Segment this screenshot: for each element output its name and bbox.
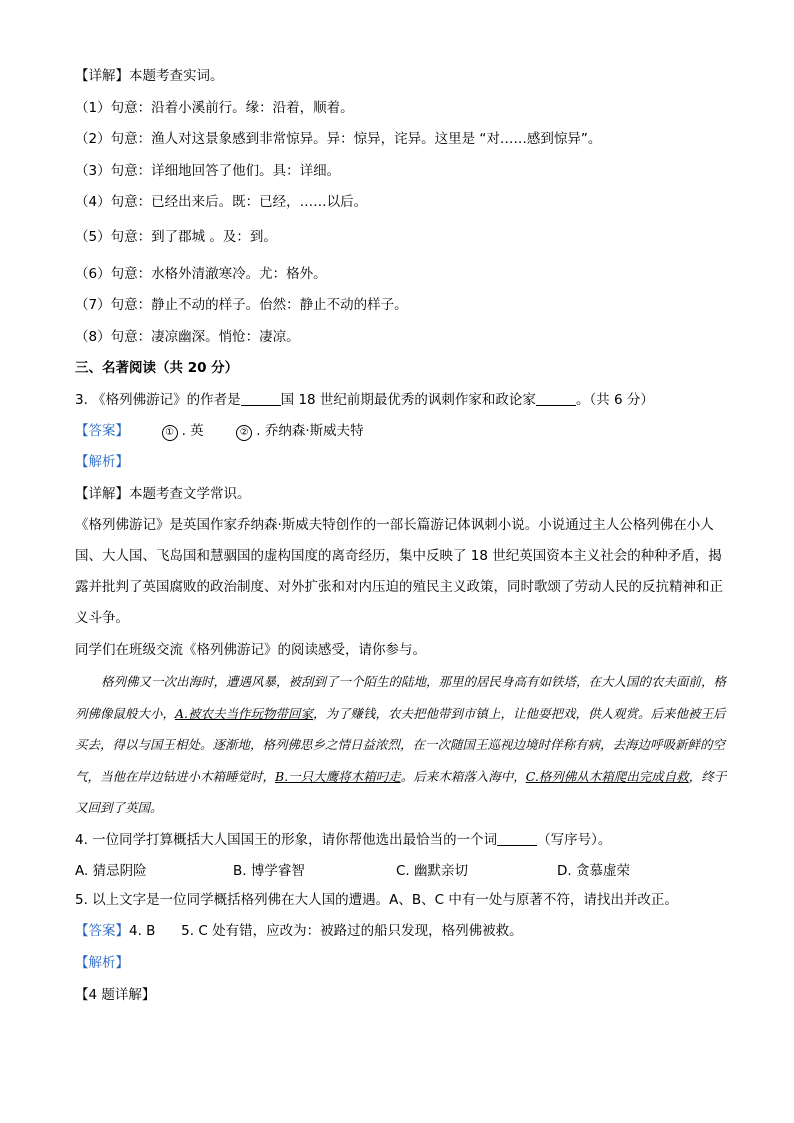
explanation-item-1: （1）句意：沿着小溪前行。缘：沿着，顺着。 <box>75 100 354 116</box>
answer-1 <box>75 421 364 441</box>
story-part-1: 格列佛又一次出海时，遭遇风暴，被刮到了一个陌生的陆地，那里的居民身高有如铁塔，在大人国的农夫面前，格列佛像鼠般大小， <box>75 674 727 721</box>
explanation-item-7: （7）句意：静止不动的样子。佁然：静止不动的样子。 <box>75 297 408 313</box>
section-title: 三、名著阅读（共 20 分） <box>75 360 239 376</box>
question-3-prefix: 3. 《格列佛游记》的作者是 <box>75 392 241 408</box>
question-3-suffix: 。（共 6 分） <box>575 392 654 408</box>
answer-blank <box>536 391 576 406</box>
question-4-text: 4. 一位同学打算概括大人国国王的形象，请你帮他选出最恰当的一个词 <box>75 832 498 848</box>
circle-number-2: ② <box>236 425 252 441</box>
answer-tag: 【答案】 <box>75 923 129 939</box>
detail-heading-1: 【详解】本题考查实词。 <box>75 68 224 84</box>
story-underline-b: B.一只大鹰将木箱叼走 <box>275 768 401 784</box>
detail-heading-2: 【详解】本题考查文学常识。 <box>75 486 251 502</box>
answer-1-value-2: . 乔纳森·斯威夫特 <box>256 423 364 439</box>
answer-blank <box>241 391 281 406</box>
explanation-item-8: （8）句意：凄凉幽深。悄怆：凄凉。 <box>75 329 300 345</box>
detail-heading-4: 【4 题详解】 <box>75 987 156 1003</box>
story-part-4: ，终于又回到了英国。 <box>75 768 727 815</box>
explanation-item-6: （6）句意：水格外清澈寒冷。尤：格外。 <box>75 266 327 282</box>
explanation-item-5: （5）句意：到了郡城 。及：到。 <box>75 229 277 245</box>
answer-blank <box>497 831 537 846</box>
circle-number-1: ① <box>162 425 178 441</box>
answer-tag: 【答案】 <box>75 423 129 439</box>
analysis-tag-2: 【解析】 <box>75 955 129 971</box>
story-part-2: ，为了赚钱，农夫把他带到市镇上，让他耍把戏，供人观赏。后来他被王后买去，得以与国王相处。逐渐地，格列佛思乡之情日益浓烈，在一次随国王巡视边境时佯称有病，去海边呼吸新鲜的空气，当他在岸边钻进小木箱睡觉时， <box>75 705 726 784</box>
explanation-item-2: （2）句意：渔人对这景象感到非常惊异。异：惊异，诧异。这里是 “对……感到惊异”。 <box>75 131 602 147</box>
answer-2 <box>75 921 523 941</box>
answer-2-text: 4. B 5. C 处有错，应改为：被路过的船只发现，格列佛被救。 <box>129 923 523 939</box>
story-underline-a: A.被农夫当作玩物带回家 <box>175 705 314 721</box>
question-4 <box>75 830 611 850</box>
option-b: B. 博学睿智 <box>233 863 305 879</box>
story-excerpt <box>75 666 735 824</box>
story-part-3: 。后来木箱落入海中， <box>400 768 526 784</box>
explanation-item-4: （4）句意：已经出来后。既：已经，……以后。 <box>75 194 368 210</box>
question-3-mid: 国 18 世纪前期最优秀的讽刺作家和政论家 <box>280 392 536 408</box>
literature-paragraph: 《格列佛游记》是英国作家乔纳森·斯威夫特创作的一部长篇游记体讽刺小说。小说通过主人公格列佛在小人国、大人国、飞岛国和慧骃国的虚构国度的离奇经历，集中反映了 18 世纪英国资本主义社会的种种矛盾，揭露并批判了英国腐败的政治制度、对外扩张和对内压迫的殖民主义政策，同时歌颂了劳动人民的反抗精神和正义斗争。 <box>75 517 723 626</box>
question-3 <box>75 390 654 410</box>
option-c: C. 幽默亲切 <box>396 863 469 879</box>
question-4-suffix: （写序号）。 <box>537 832 612 848</box>
intro-line: 同学们在班级交流《格列佛游记》的阅读感受，请你参与。 <box>75 642 426 658</box>
explanation-item-3: （3）句意：详细地回答了他们。具：详细。 <box>75 163 341 179</box>
story-underline-c: C.格列佛从木箱爬出完成自救 <box>525 768 689 784</box>
option-a: A. 猜忌阴险 <box>75 863 147 879</box>
question-5: 5. 以上文字是一位同学概括格列佛在大人国的遭遇。A、B、C 中有一处与原著不符，请找出并改正。 <box>75 892 678 908</box>
answer-1-value-1: . 英 <box>181 423 204 439</box>
option-d: D. 贪慕虚荣 <box>557 863 630 879</box>
analysis-tag-1: 【解析】 <box>75 454 129 470</box>
